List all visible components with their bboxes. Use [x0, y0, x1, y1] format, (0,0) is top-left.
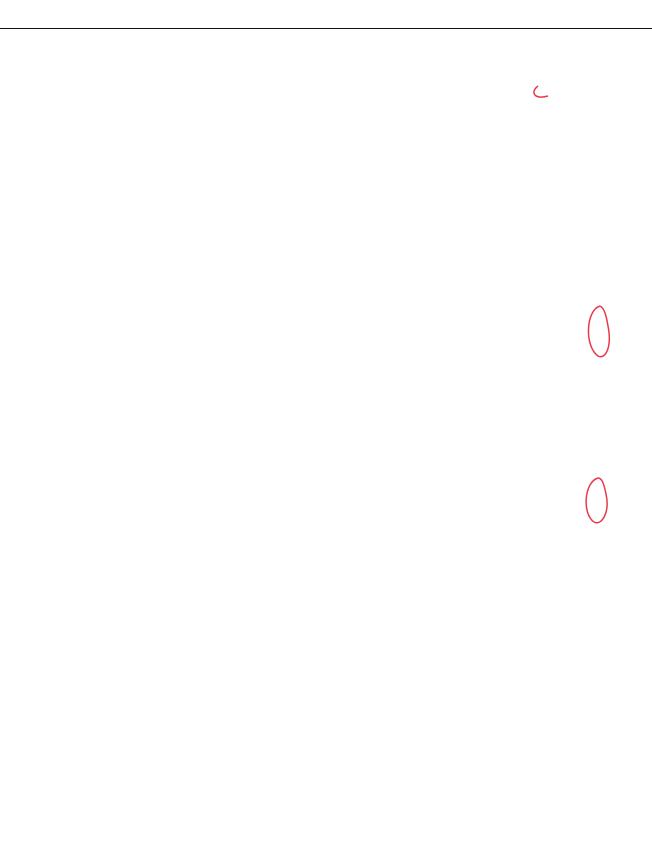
- header-rule: [0, 28, 652, 29]
- margin-bracket-icon: [534, 86, 548, 97]
- margin-circle-icon: [588, 306, 609, 357]
- margin-circle-icon: [586, 478, 607, 523]
